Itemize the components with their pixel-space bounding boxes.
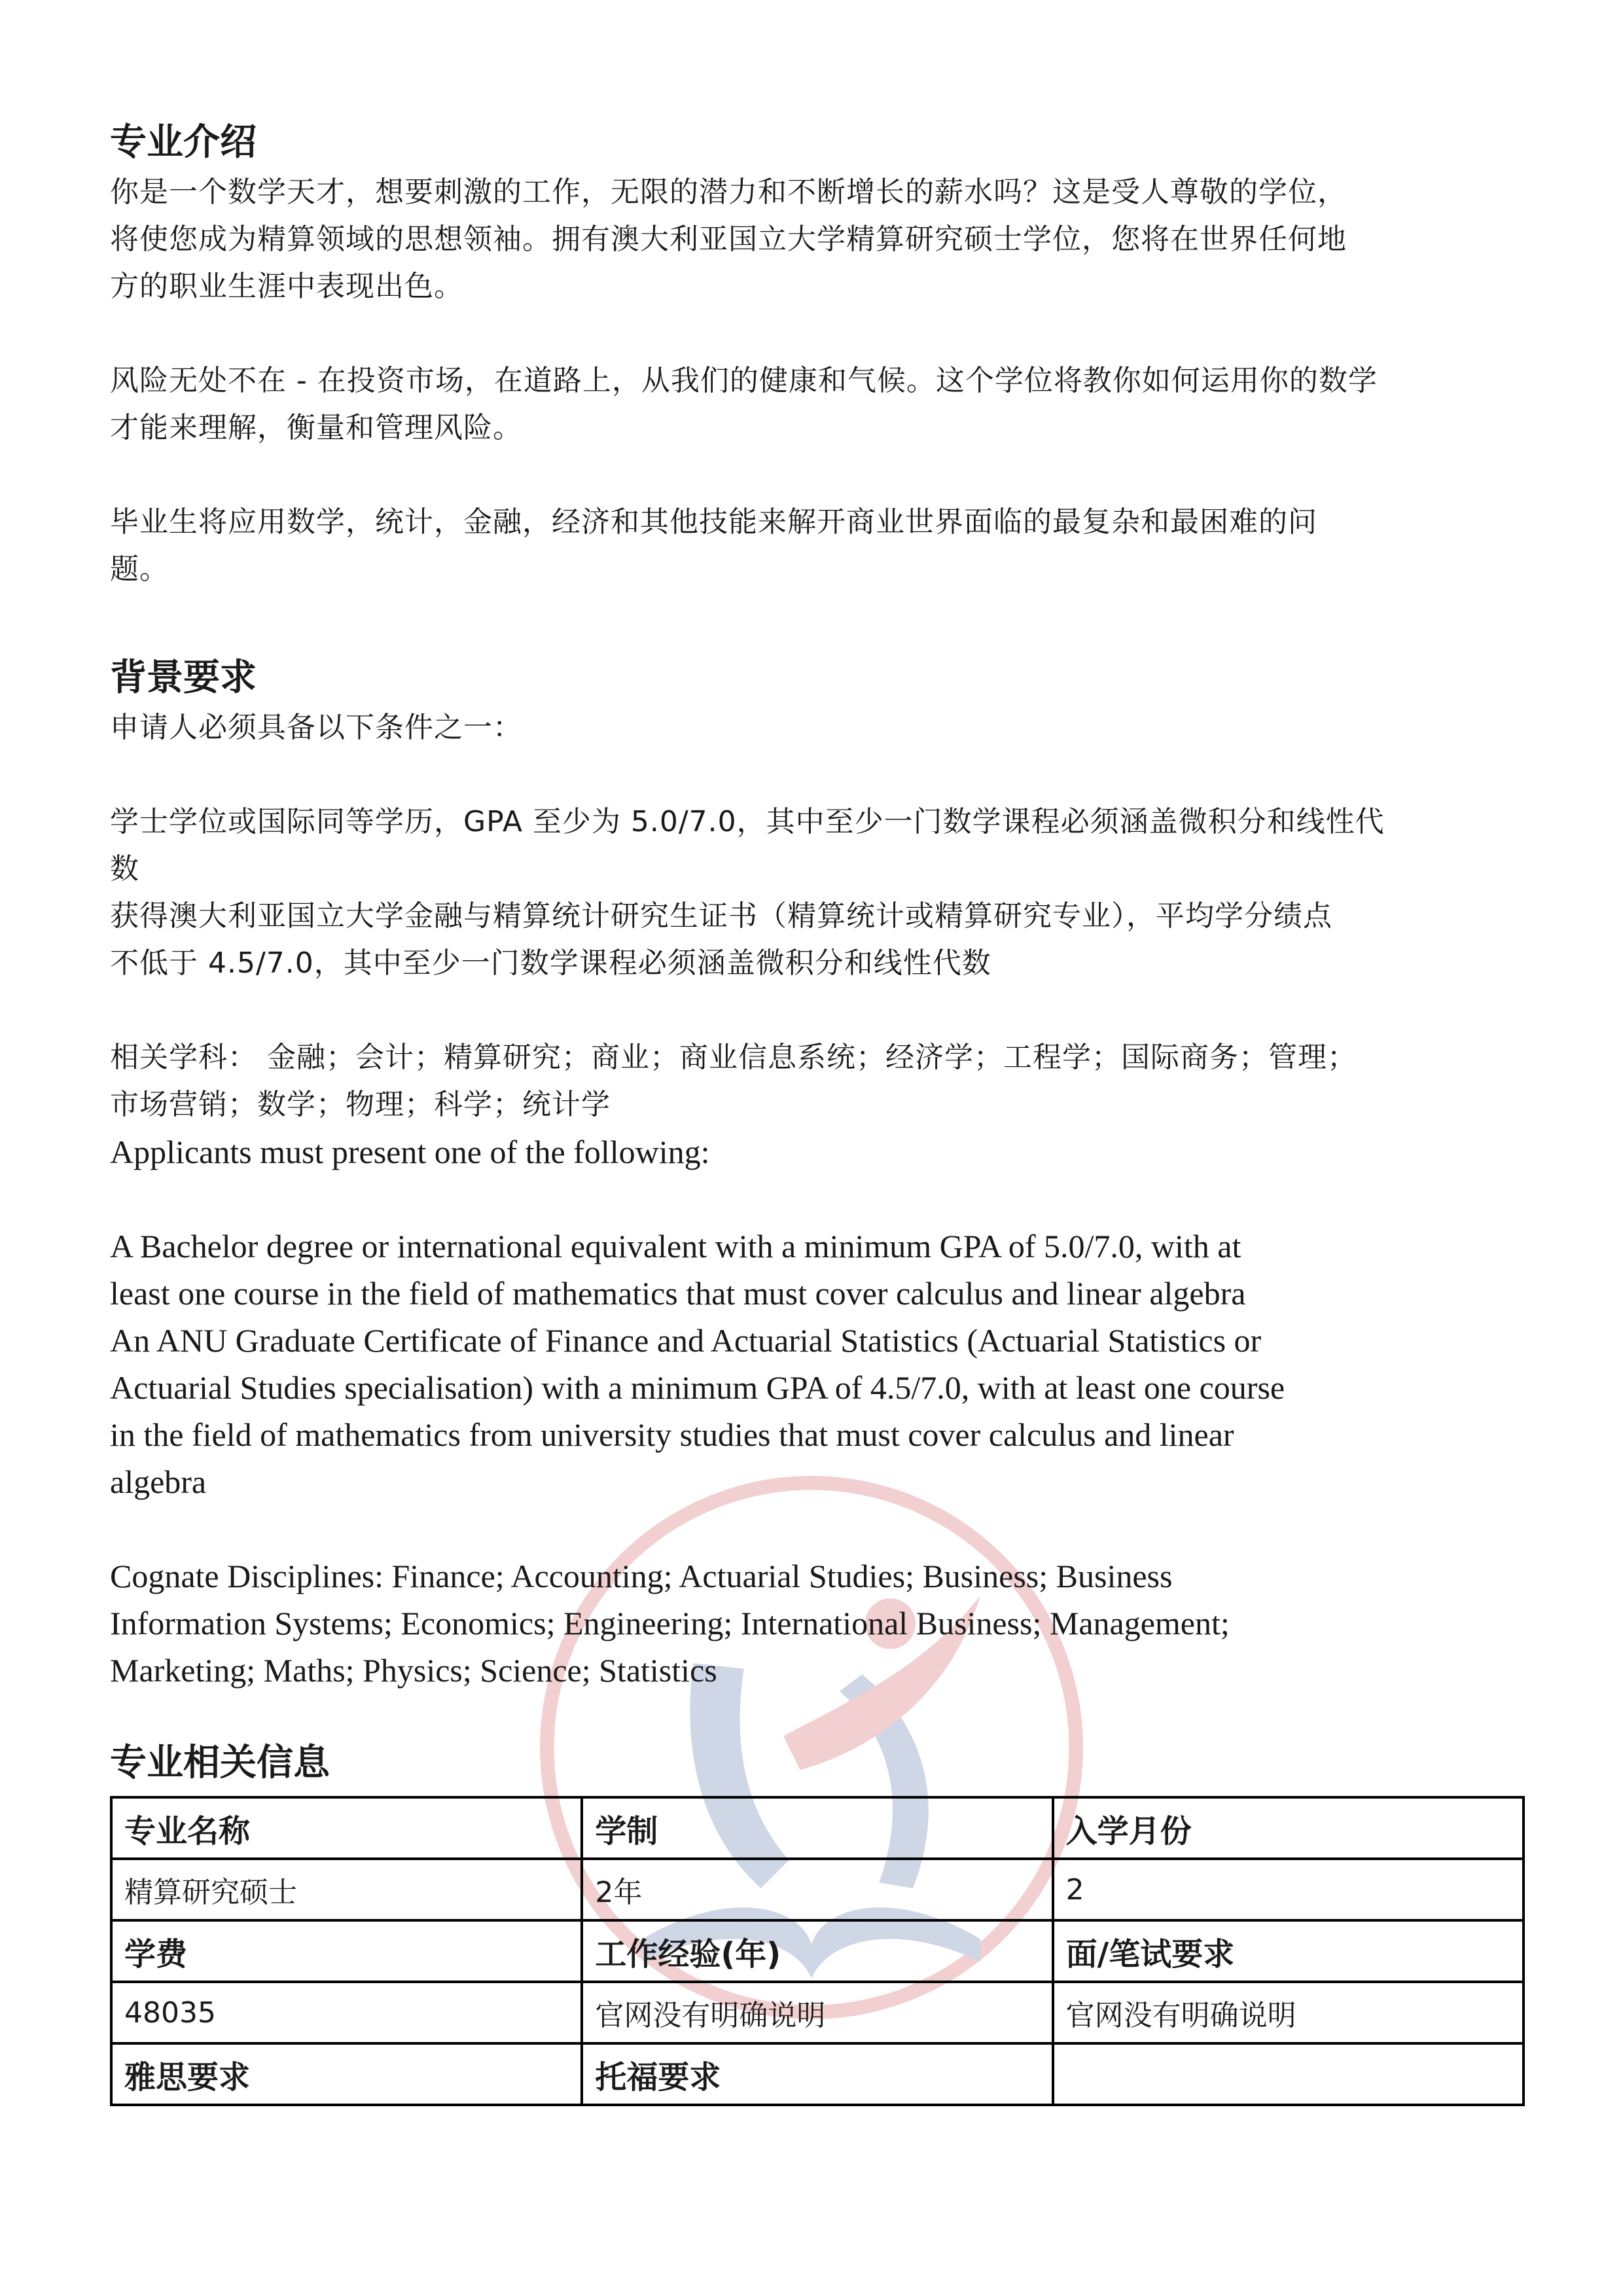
table-row: [111, 1859, 1524, 1920]
intro-paragraph-3: 毕业生将应用数学，统计，金融，经济和其他技能来解开商业世界面临的最复杂和最困难的问 题。: [110, 505, 1317, 586]
table-cell: 面/笔试要求: [1053, 1920, 1524, 1982]
table-cell: [1053, 2043, 1524, 2105]
table-cell: 2年: [582, 1859, 1052, 1920]
table-row: [111, 1797, 1524, 1859]
table-cell: 学制: [582, 1797, 1052, 1859]
table-cell: 精算研究硕士: [111, 1859, 582, 1920]
info-heading: 专业相关信息: [110, 1742, 330, 1784]
intro-paragraph-2: 风险无处不在 - 在投资市场，在道路上，从我们的健康和气候。这个学位将教你如何运用你的数学 才能来理解，衡量和管理风险。: [110, 364, 1378, 444]
table-row: [111, 1982, 1524, 2043]
intro-paragraph-1: 你是一个数学天才，想要刺激的工作，无限的潜力和不断增长的薪水吗？这是受人尊敬的学位， 将使您成为精算领域的思想领袖。拥有澳大利亚国立大学精算研究硕士学位，您将在世界任何地 方的职业生涯中表现出色。: [110, 175, 1347, 303]
background-zh-cognate: 相关学科： 金融；会计；精算研究；商业；商业信息系统；经济学；工程学；国际商务；管理； 市场营销；数学；物理；科学；统计学: [110, 1041, 1357, 1121]
table-cell: 入学月份: [1053, 1797, 1524, 1859]
program-info-table: [110, 1796, 1525, 2106]
table-cell: 托福要求: [582, 2043, 1052, 2105]
background-zh-lead: 申请人必须具备以下条件之一：: [110, 711, 522, 744]
intro-heading: 专业介绍: [110, 121, 257, 164]
table-row: [111, 1920, 1524, 1982]
table-cell: 官网没有明确说明: [1053, 1982, 1524, 2043]
background-zh-options: 学士学位或国际同等学历，GPA 至少为 5.0/7.0，其中至少一门数学课程必须涵盖微积分和线性代 数 获得澳大利亚国立大学金融与精算统计研究生证书（精算统计或精算研究专业），平均学分绩点 不低于 4.5/7.0，其中至少一门数学课程必须涵盖微积分和线性代数: [110, 805, 1385, 980]
table-cell: 学费: [111, 1920, 582, 1982]
table-row: [111, 2043, 1524, 2105]
table-cell: 48035: [111, 1982, 582, 2043]
table-cell: 2: [1053, 1859, 1524, 1920]
background-en-lead: Applicants must present one of the following:: [110, 1134, 710, 1170]
table-cell: 工作经验(年): [582, 1920, 1052, 1982]
table-cell: 专业名称: [111, 1797, 582, 1859]
background-en-cognate: Cognate Disciplines: Finance; Accounting; Actuarial Studies; Business; Business Information Systems; Economics; Engineering; International Business; Management; Marketing; Maths; Physics; Science; Statistics: [110, 1558, 1230, 1689]
background-heading: 背景要求: [110, 656, 257, 699]
table-cell: 雅思要求: [111, 2043, 582, 2105]
background-en-options: A Bachelor degree or international equivalent with a minimum GPA of 5.0/7.0, with at least one course in the field of mathematics that must cover calculus and linear algebra An ANU Graduate Certificate of Finance and Actuarial Statistics (Actuarial Statistics or Actuarial Studies specialisation) with a minimum GPA of 4.5/7.0, with at least one course in the field of mathematics from university studies that must cover calculus and linear algebra: [110, 1228, 1285, 1500]
table-cell: 官网没有明确说明: [582, 1982, 1052, 2043]
